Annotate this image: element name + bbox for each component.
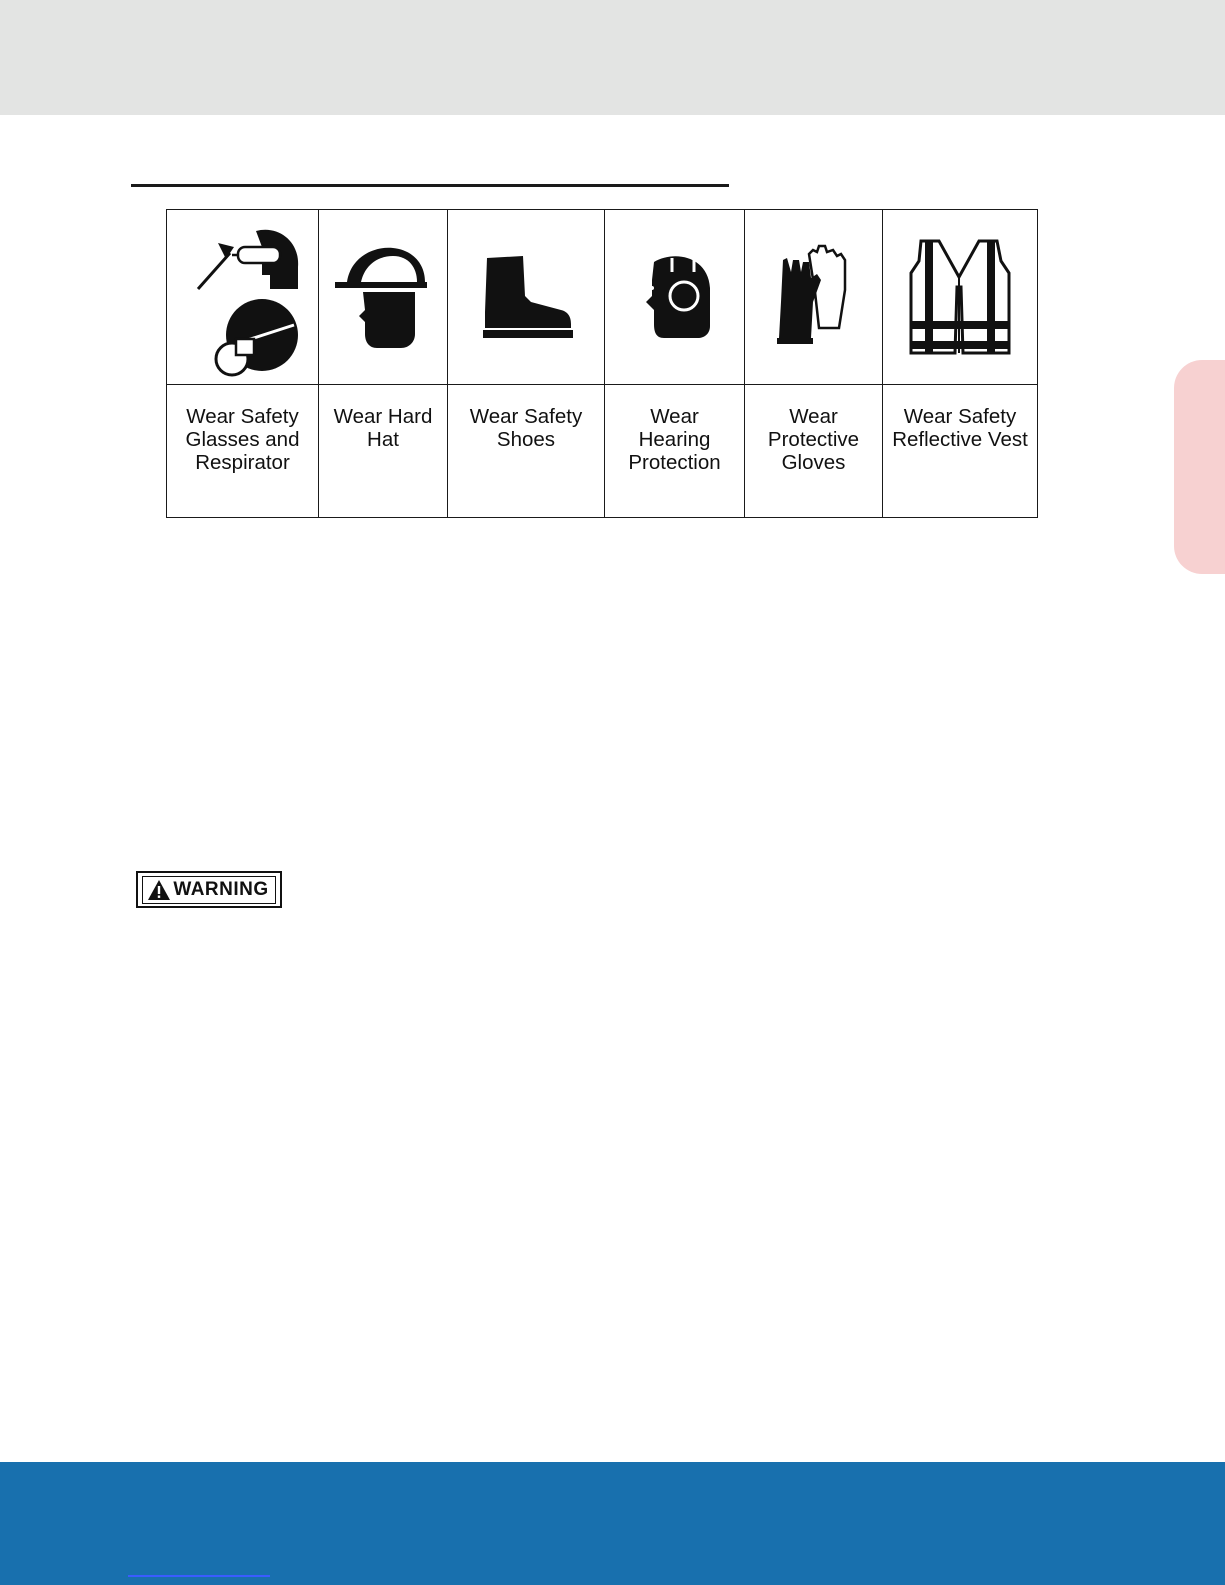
footer-band	[0, 1462, 1225, 1585]
hard-hat-icon	[333, 242, 433, 352]
glasses-respirator-icon	[178, 217, 308, 377]
ppe-cell-hearing-protection	[605, 210, 745, 385]
label-line: Wear Safety	[903, 405, 1017, 428]
label-line: Respirator	[195, 451, 290, 474]
header-band	[0, 0, 1225, 115]
section-side-tab[interactable]	[1174, 360, 1225, 574]
ppe-cell-protective-gloves	[745, 210, 883, 385]
label-line: Protection	[628, 451, 721, 474]
warning-label: WARNING	[173, 878, 269, 900]
ppe-cell-hard-hat	[319, 210, 448, 385]
gloves-icon	[769, 242, 859, 352]
label-line: Wear	[789, 405, 838, 428]
warning-triangle-icon	[147, 879, 171, 901]
section-title-rule	[131, 184, 729, 187]
ppe-label-hearing-protection	[605, 385, 745, 518]
warning-badge	[136, 871, 282, 908]
label-line: Protective	[767, 428, 860, 451]
label-line: Wear Safety	[469, 405, 583, 428]
ppe-label-glasses-respirator	[167, 385, 319, 518]
ppe-label-protective-gloves	[745, 385, 883, 518]
ppe-label-safety-shoes	[448, 385, 605, 518]
label-line: Wear Safety	[186, 405, 299, 428]
warning-badge-inner	[142, 876, 275, 904]
safety-shoe-icon	[471, 252, 581, 342]
ppe-label-reflective-vest	[883, 385, 1038, 518]
label-line: Hat	[367, 428, 399, 451]
label-line: Reflective Vest	[892, 428, 1028, 451]
ppe-cell-glasses-respirator	[167, 210, 319, 385]
ppe-label-hard-hat	[319, 385, 448, 518]
label-line: Wear Hard	[333, 405, 433, 428]
ppe-requirements-table	[166, 209, 1038, 518]
ppe-cell-safety-shoes	[448, 210, 605, 385]
ppe-cell-reflective-vest	[883, 210, 1038, 385]
ear-protection-icon	[630, 252, 720, 342]
label-line: Wear	[650, 405, 699, 428]
label-line: Glasses and	[185, 428, 300, 451]
label-line: Hearing	[638, 428, 711, 451]
label-line: Shoes	[496, 428, 556, 451]
reflective-vest-icon	[905, 237, 1015, 357]
footer-link-underline[interactable]	[128, 1575, 270, 1577]
label-line: Gloves	[781, 451, 846, 474]
